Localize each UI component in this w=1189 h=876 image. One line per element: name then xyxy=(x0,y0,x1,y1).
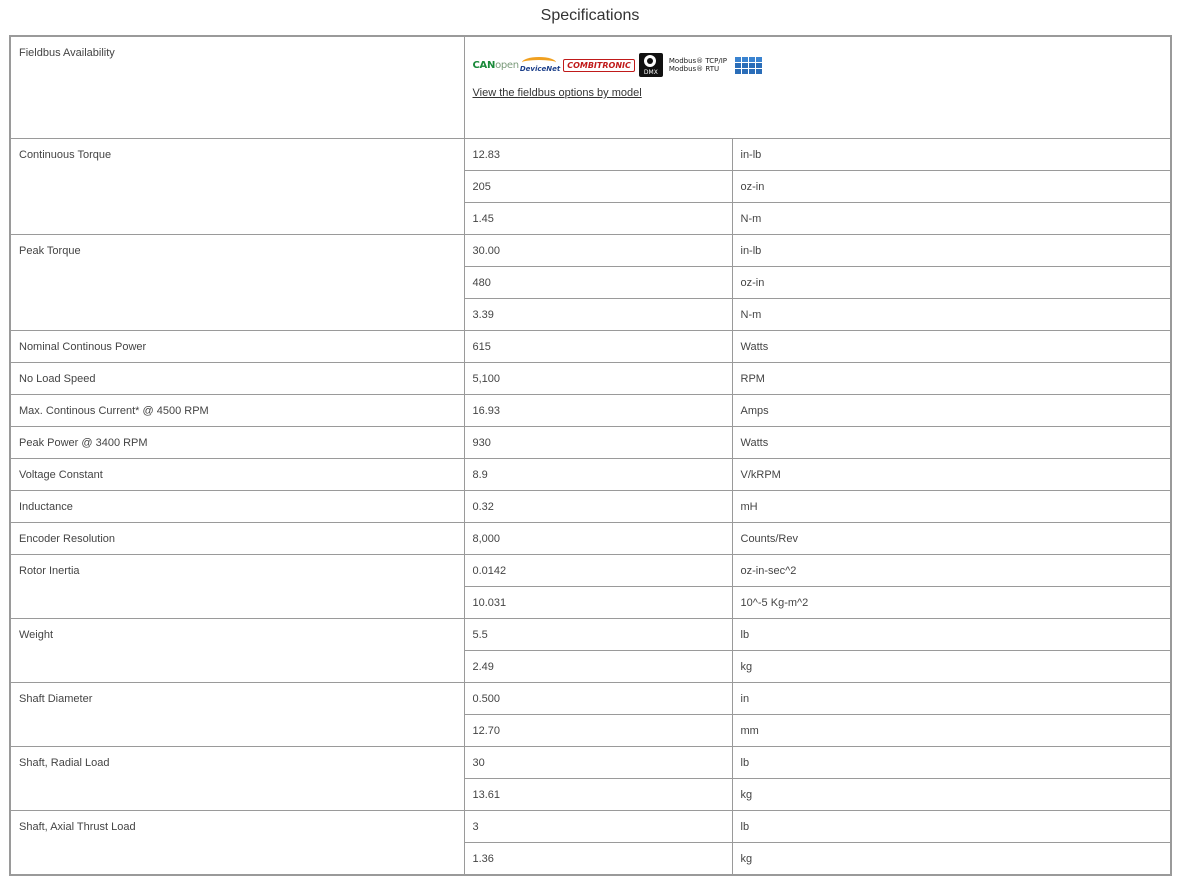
spec-value: 30 xyxy=(464,747,732,779)
spec-value: 0.32 xyxy=(464,491,732,523)
spec-label: Continuous Torque xyxy=(10,139,464,235)
spec-label: Peak Torque xyxy=(10,235,464,331)
spec-value: 930 xyxy=(464,427,732,459)
spec-unit: mH xyxy=(732,491,1171,523)
spec-value: 10.031 xyxy=(464,587,732,619)
spec-unit: oz-in-sec^2 xyxy=(732,555,1171,587)
spec-row xyxy=(10,427,1171,459)
spec-unit: oz-in xyxy=(732,267,1171,299)
spec-unit: V/kRPM xyxy=(732,459,1171,491)
modbus-rtu-text: Modbus® RTU xyxy=(668,65,720,73)
spec-unit: N-m xyxy=(732,203,1171,235)
devicenet-logo xyxy=(520,65,560,73)
spec-label: Voltage Constant xyxy=(10,459,464,491)
spec-value: 2.49 xyxy=(464,651,732,683)
devicenet-logo-text: DeviceNet xyxy=(519,65,561,73)
spec-value: 13.61 xyxy=(464,779,732,811)
dmx-logo-text: DMX xyxy=(643,69,658,76)
spec-value: 3.39 xyxy=(464,299,732,331)
spec-row xyxy=(10,811,1171,843)
spec-unit: lb xyxy=(732,619,1171,651)
spec-label: Max. Continous Current* @ 4500 RPM xyxy=(10,395,464,427)
spec-unit: Watts xyxy=(732,331,1171,363)
fieldbus-row xyxy=(10,36,1171,139)
spec-row xyxy=(10,523,1171,555)
fieldbus-options-link[interactable]: View the fieldbus options by model xyxy=(472,87,642,99)
spec-value: 0.0142 xyxy=(464,555,732,587)
spec-row xyxy=(10,235,1171,267)
spec-value: 5.5 xyxy=(464,619,732,651)
spec-value: 8.9 xyxy=(464,459,732,491)
spec-value: 3 xyxy=(464,811,732,843)
spec-row xyxy=(10,491,1171,523)
spec-label: No Load Speed xyxy=(10,363,464,395)
dmx-logo xyxy=(639,53,663,77)
spec-value: 12.70 xyxy=(464,715,732,747)
spec-label: Nominal Continous Power xyxy=(10,331,464,363)
spec-unit: lb xyxy=(732,811,1171,843)
spec-value: 205 xyxy=(464,171,732,203)
spec-value: 1.45 xyxy=(464,203,732,235)
fieldbus-label: Fieldbus Availability xyxy=(10,36,464,139)
spec-row xyxy=(10,555,1171,587)
spec-unit: mm xyxy=(732,715,1171,747)
profinet-logo-icon xyxy=(735,57,762,74)
spec-unit: lb xyxy=(732,747,1171,779)
spec-row xyxy=(10,363,1171,395)
spec-value: 480 xyxy=(464,267,732,299)
spec-label: Weight xyxy=(10,619,464,683)
spec-unit: in-lb xyxy=(732,139,1171,171)
spec-label: Shaft, Axial Thrust Load xyxy=(10,811,464,876)
fieldbus-options-cell xyxy=(464,36,1171,139)
spec-value: 5,100 xyxy=(464,363,732,395)
spec-value: 30.00 xyxy=(464,235,732,267)
spec-row xyxy=(10,331,1171,363)
spec-label: Inductance xyxy=(10,491,464,523)
spec-value: 1.36 xyxy=(464,843,732,876)
spec-unit: RPM xyxy=(732,363,1171,395)
spec-row xyxy=(10,139,1171,171)
canopen-logo-bold: CAN xyxy=(472,59,496,71)
modbus-tcp-text: Modbus® TCP/IP xyxy=(668,57,728,65)
spec-unit: in-lb xyxy=(732,235,1171,267)
spec-label: Shaft, Radial Load xyxy=(10,747,464,811)
spec-unit: Amps xyxy=(732,395,1171,427)
spec-row xyxy=(10,747,1171,779)
spec-label: Peak Power @ 3400 RPM xyxy=(10,427,464,459)
spec-unit: kg xyxy=(732,779,1171,811)
spec-unit: in xyxy=(732,683,1171,715)
spec-value: 8,000 xyxy=(464,523,732,555)
spec-value: 615 xyxy=(464,331,732,363)
spec-value: 12.83 xyxy=(464,139,732,171)
devicenet-arc-icon xyxy=(522,57,556,68)
canopen-logo xyxy=(473,60,519,71)
spec-row xyxy=(10,459,1171,491)
spec-unit: kg xyxy=(732,651,1171,683)
spec-label: Shaft Diameter xyxy=(10,683,464,747)
specifications-table-body xyxy=(10,36,1171,875)
spec-unit: oz-in xyxy=(732,171,1171,203)
dmx-connector-icon xyxy=(644,55,656,67)
canopen-logo-thin: open xyxy=(495,59,519,71)
spec-unit: N-m xyxy=(732,299,1171,331)
spec-value: 0.500 xyxy=(464,683,732,715)
spec-label: Encoder Resolution xyxy=(10,523,464,555)
specifications-table xyxy=(9,35,1172,876)
page-title: Specifications xyxy=(540,7,640,24)
spec-label: Rotor Inertia xyxy=(10,555,464,619)
combitronic-logo: COMBITRONIC xyxy=(563,59,635,72)
fieldbus-logos xyxy=(473,53,1163,77)
spec-unit: kg xyxy=(732,843,1171,876)
spec-row xyxy=(10,683,1171,715)
modbus-logo xyxy=(669,57,727,73)
spec-value: 16.93 xyxy=(464,395,732,427)
spec-row xyxy=(10,395,1171,427)
spec-unit: Watts xyxy=(732,427,1171,459)
spec-unit: 10^-5 Kg-m^2 xyxy=(732,587,1171,619)
spec-unit: Counts/Rev xyxy=(732,523,1171,555)
spec-row xyxy=(10,619,1171,651)
